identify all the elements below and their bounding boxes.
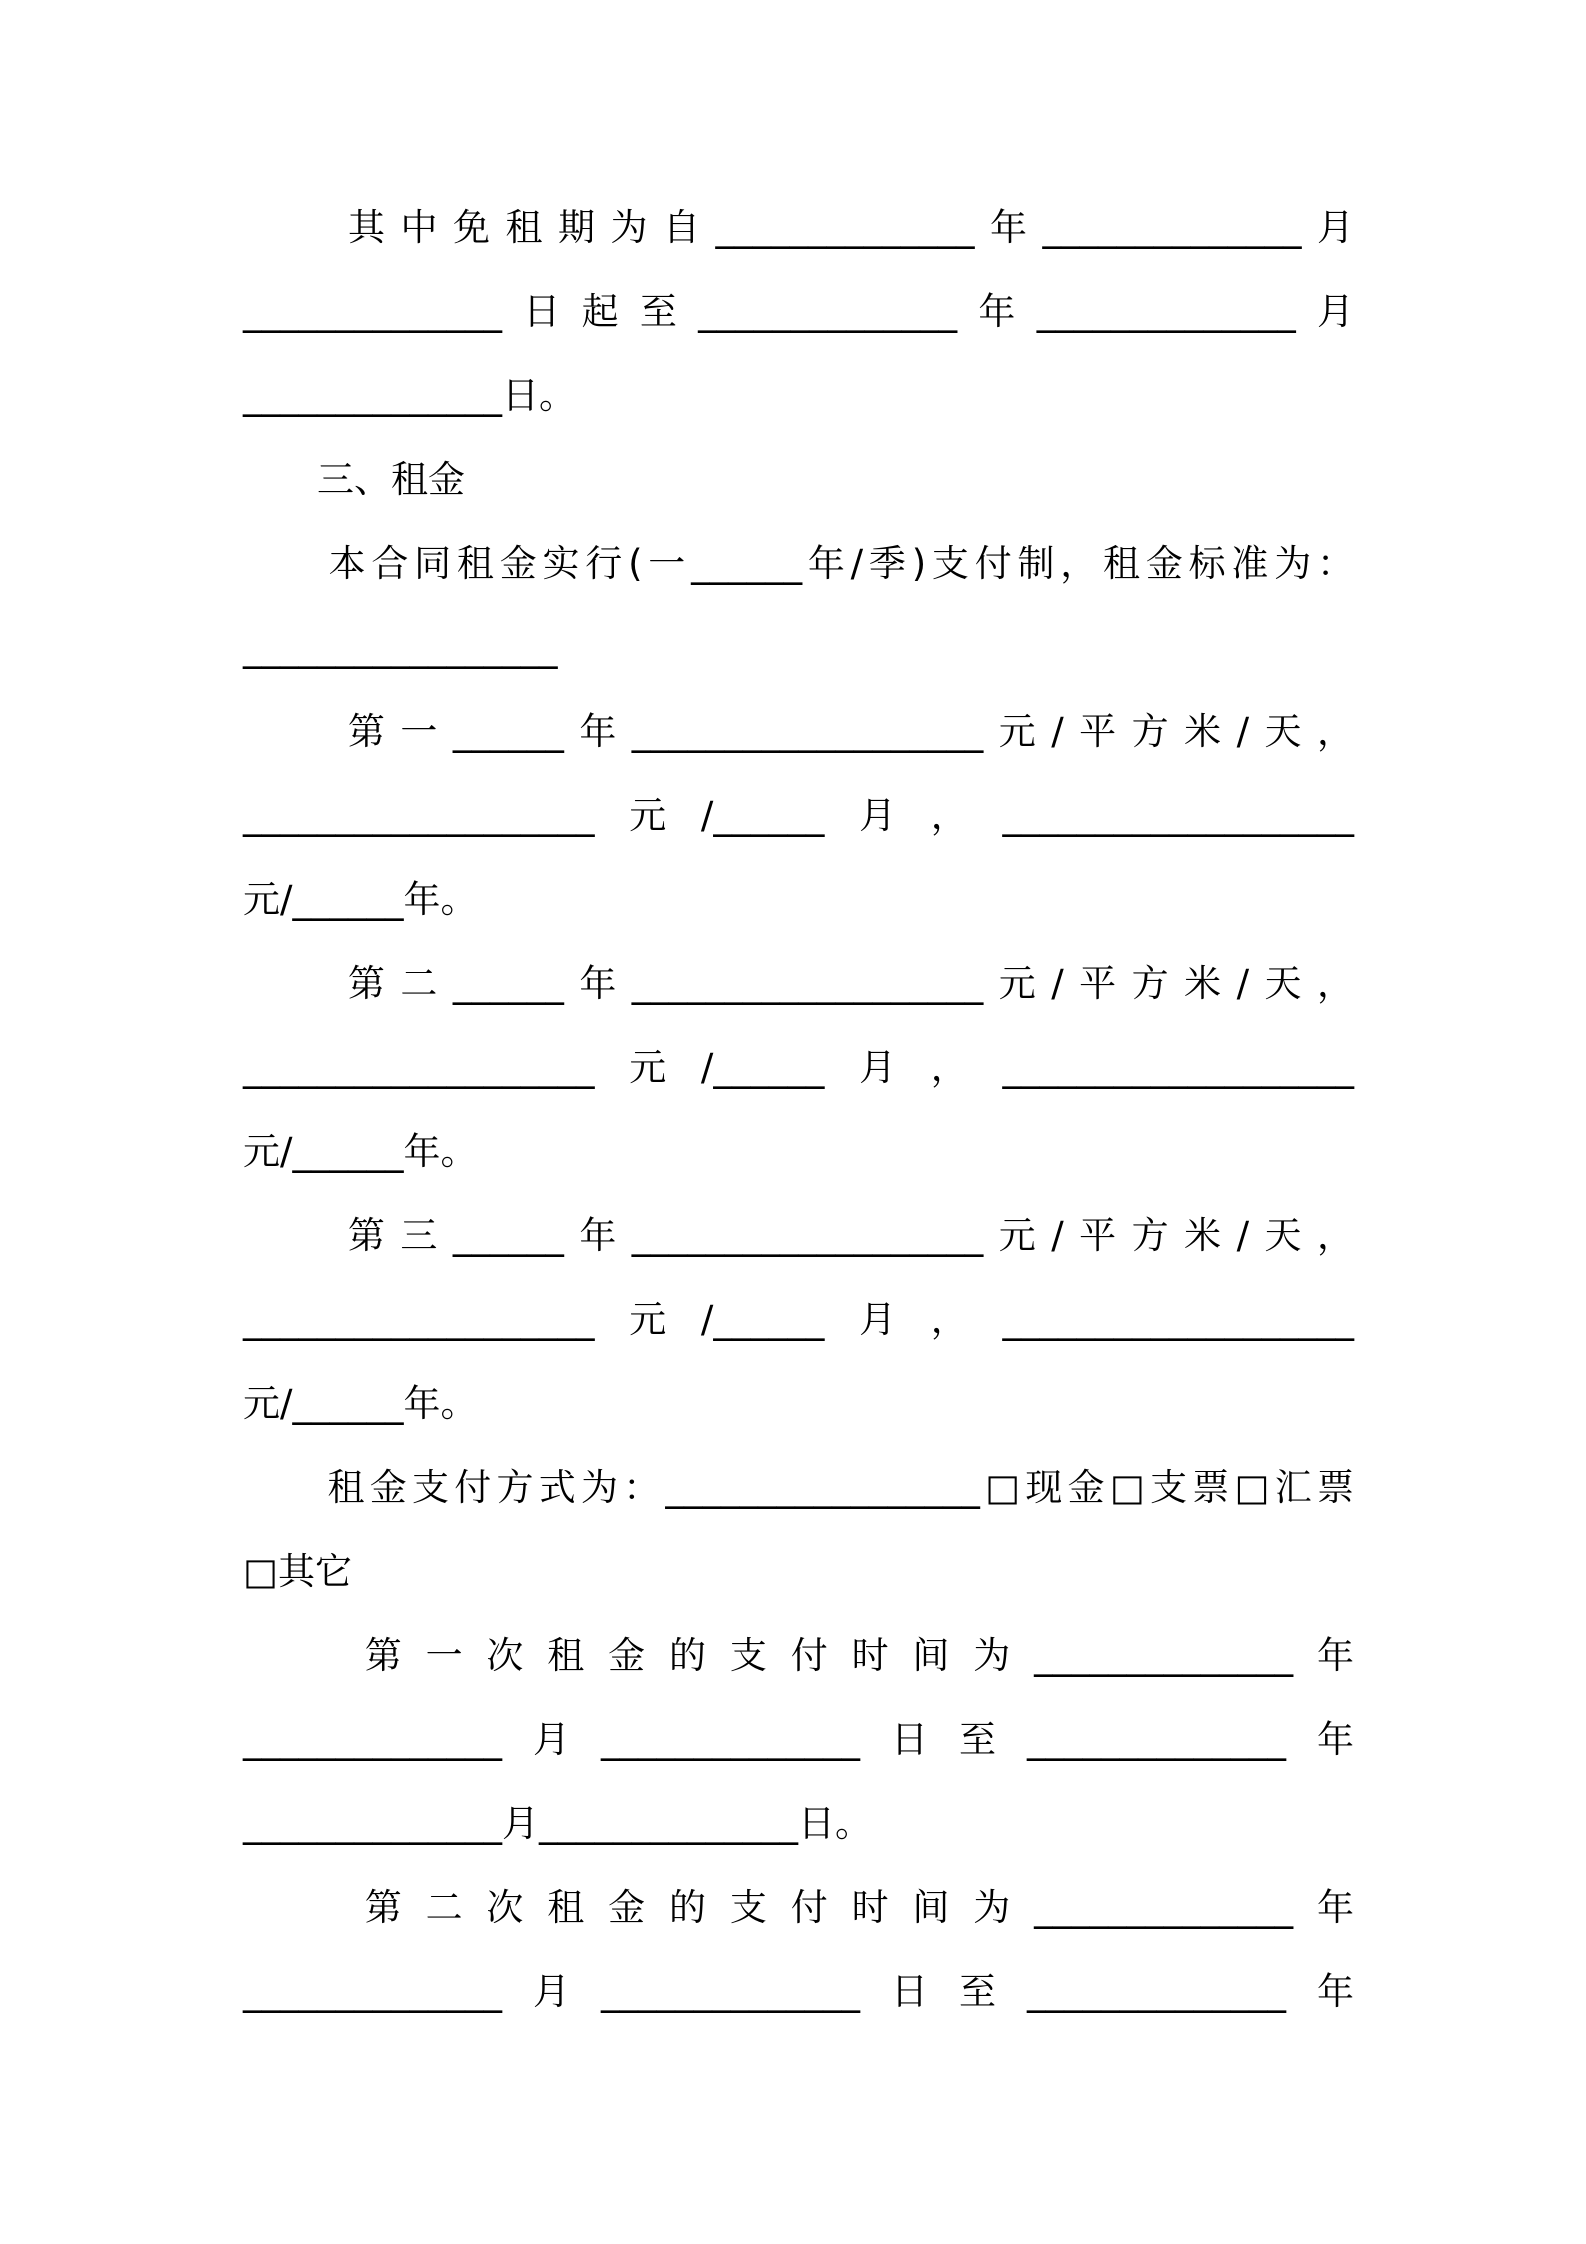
text-line-rent-free-dates: ______________日起至______________年______________月 [243, 290, 1354, 333]
text-line-first-payment-dates: ______________月______________日至______________年 [243, 1718, 1354, 1761]
text-line-year-two-yearly: 元/______年。 [243, 1130, 478, 1173]
text-line-second-payment: 第二次租金的支付时间为______________年 [243, 1886, 1354, 1929]
text-line-year-three-monthly: ___________________元/______月，___________________ [243, 1298, 1354, 1341]
text-line-year-two-monthly: ___________________元/______月，___________________ [243, 1046, 1354, 1089]
section-heading-rent: 三、租金 [243, 458, 465, 501]
text-line-first-payment: 第一次租金的支付时间为______________年 [243, 1634, 1354, 1677]
text-line-rent-system: 本合同租金实行(一______年/季)支付制，租金标准为： [243, 542, 1354, 585]
text-line-second-payment-dates: ______________月______________日至______________年 [243, 1970, 1354, 2013]
text-line-rent-standard-blank: _________________ [243, 626, 558, 669]
text-line-year-one-monthly: ___________________元/______月，___________________ [243, 794, 1354, 837]
text-line-rent-free-period: 其中免租期为自______________年______________月 [243, 206, 1354, 249]
text-line-rent-free-end: ______________日。 [243, 374, 576, 417]
text-line-year-one: 第一______年___________________元/平方米/天， [243, 710, 1354, 753]
text-line-year-one-yearly: 元/______年。 [243, 878, 478, 921]
text-line-first-payment-end: ______________月______________日。 [243, 1802, 872, 1845]
text-line-year-three-yearly: 元/______年。 [243, 1382, 478, 1425]
text-line-year-three: 第三______年___________________元/平方米/天， [243, 1214, 1354, 1257]
text-line-year-two: 第二______年___________________元/平方米/天， [243, 962, 1354, 1005]
text-line-payment-method: 租金支付方式为：_________________□现金□支票□汇票 [243, 1466, 1354, 1509]
text-line-payment-other: □其它 [243, 1550, 352, 1593]
